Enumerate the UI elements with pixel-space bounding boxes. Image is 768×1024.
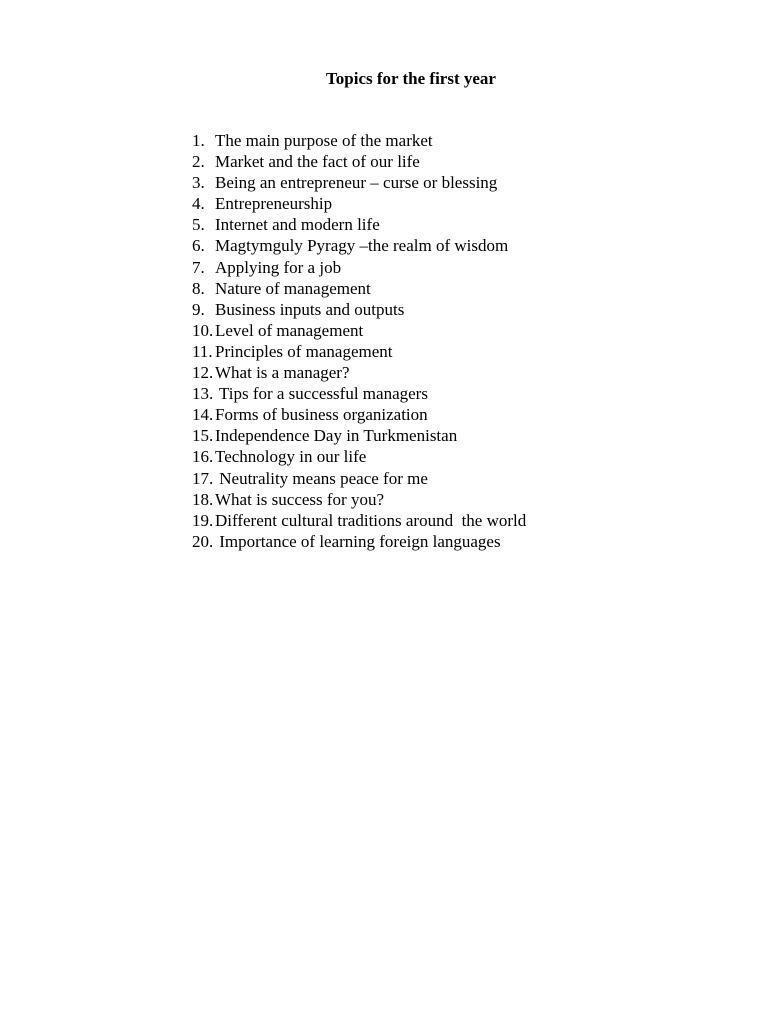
- topic-text: Internet and modern life: [215, 215, 380, 235]
- list-item: [192, 172, 526, 193]
- topic-number: 7.: [192, 257, 205, 277]
- list-item: [192, 404, 526, 425]
- list-item: [192, 299, 526, 320]
- topic-number: 1.: [192, 131, 205, 150]
- list-item: [192, 130, 526, 151]
- list-item: [192, 193, 526, 214]
- topic-list: [192, 130, 526, 552]
- topic-number: 17.: [192, 468, 214, 488]
- topic-number: 3.: [192, 173, 205, 193]
- topic-number: 11.: [192, 341, 213, 361]
- topic-number: 4.: [192, 194, 205, 214]
- list-item: [192, 341, 526, 362]
- topic-number: 13.: [192, 384, 214, 404]
- topic-number: 16.: [192, 447, 214, 467]
- topic-number: 9.: [192, 299, 205, 319]
- list-item: [192, 278, 526, 299]
- list-item: [192, 214, 526, 235]
- list-item: [192, 446, 526, 467]
- topic-text: Market and the fact of our life: [215, 152, 420, 172]
- topic-text: Applying for a job: [215, 257, 342, 277]
- topic-text: Entrepreneurship: [215, 194, 333, 214]
- page-title: Topics for the first year: [326, 69, 496, 88]
- topic-text: Different cultural traditions around the world: [215, 510, 527, 530]
- list-item: [192, 362, 526, 383]
- topic-number: 8.: [192, 278, 205, 298]
- topic-number: 18.: [192, 489, 214, 509]
- list-item: [192, 425, 526, 446]
- list-item: [192, 510, 526, 531]
- topic-text: What is a manager?: [215, 363, 350, 383]
- list-item: [192, 468, 526, 489]
- list-item: [192, 320, 526, 341]
- list-item: [192, 531, 526, 552]
- topic-text: Magtymguly Pyragy –the realm of wisdom: [215, 236, 509, 256]
- topic-text: Being an entrepreneur – curse or blessing: [215, 173, 498, 193]
- topic-text: Technology in our life: [215, 447, 367, 467]
- topic-number: 19.: [192, 510, 214, 530]
- topic-text: Importance of learning foreign languages: [215, 531, 501, 551]
- list-item: [192, 489, 526, 510]
- topic-number: 2.: [192, 152, 205, 172]
- list-item: [192, 151, 526, 172]
- topic-text: Nature of management: [215, 278, 371, 298]
- topic-text: Tips for a successful managers: [215, 384, 428, 404]
- topic-text: The main purpose of the market: [215, 131, 433, 150]
- topic-number: 6.: [192, 236, 205, 256]
- topic-number: 14.: [192, 405, 214, 425]
- topic-text: Level of management: [215, 320, 364, 340]
- list-item: [192, 383, 526, 404]
- topic-text: Forms of business organization: [215, 405, 428, 425]
- topic-text: Principles of management: [215, 341, 393, 361]
- topic-text: What is success for you?: [215, 489, 385, 509]
- topic-text: Neutrality means peace for me: [215, 468, 428, 488]
- topic-text: Business inputs and outputs: [215, 299, 405, 319]
- topic-number: 15.: [192, 426, 214, 446]
- topic-number: 5.: [192, 215, 205, 235]
- topic-number: 12.: [192, 363, 214, 383]
- topic-number: 10.: [192, 320, 214, 340]
- list-item: [192, 257, 526, 278]
- list-item: [192, 235, 526, 256]
- topic-text: Independence Day in Turkmenistan: [215, 426, 458, 446]
- topic-number: 20.: [192, 531, 214, 551]
